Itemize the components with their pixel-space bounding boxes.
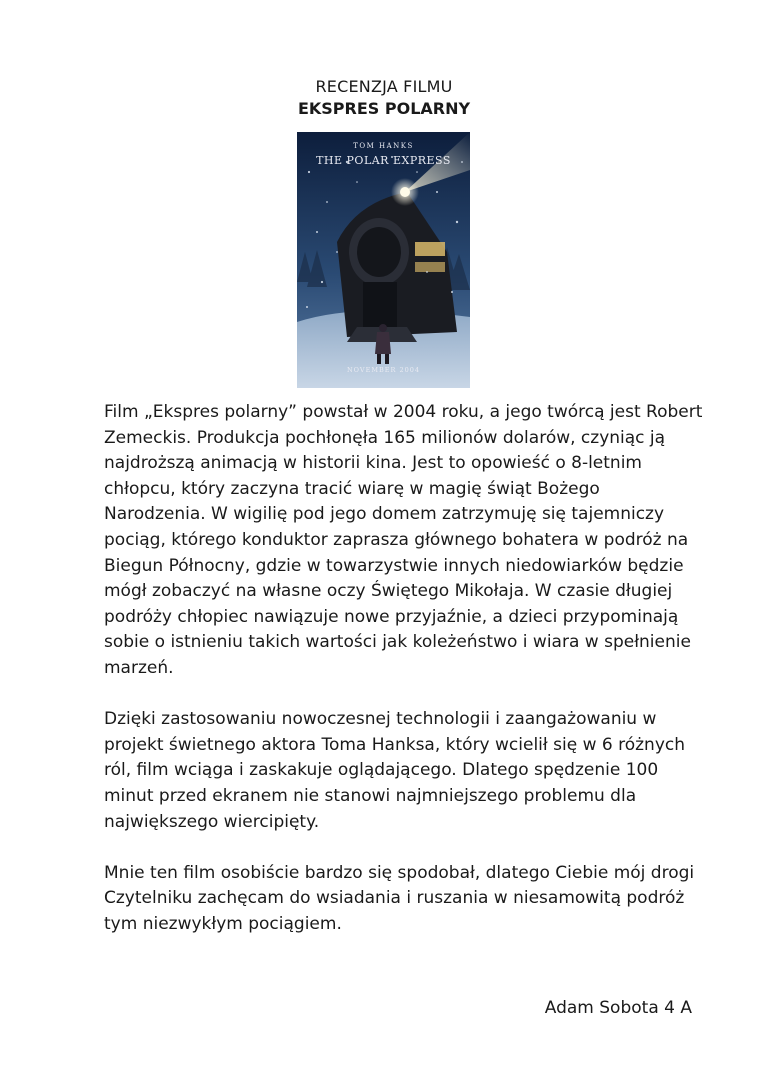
poster-illustration: [297, 132, 470, 388]
poster-release-date: NOVEMBER 2004: [346, 366, 421, 374]
movie-poster-image: [297, 132, 470, 388]
review-paragraph-2: Dzięki zastosowaniu nowoczesnej technologii i zaangażowaniu w projekt świetnego aktora Toma Hanksa, który wcielił się w 6 różnych ról, film wciąga i zaskakuje oglądającego. Dlatego spędzenie 100 minut przed ekranem nie stanowi najmniejszego problemu dla największego wiercipięty.: [104, 709, 686, 832]
review-paragraph-3: Mnie ten film osobiście bardzo się spodobał, dlatego Ciebie mój drogi Czytelniku zachęcam do wsiadania i ruszania w niesamowitą podróż tym niezwykłym pociągiem.: [104, 862, 695, 934]
review-body: [104, 400, 704, 963]
document-header: [0, 76, 768, 120]
poster-top-credit: TOM HANKS: [353, 142, 414, 150]
review-kicker: RECENZJA FILMU: [315, 77, 453, 96]
poster-film-title: THE POLAR EXPRESS: [316, 154, 451, 167]
review-title: EKSPRES POLARNY: [297, 99, 471, 118]
author-signature: Adam Sobota 4 A: [544, 998, 692, 1018]
review-paragraph-1: Film „Ekspres polarny” powstał w 2004 roku, a jego twórcą jest Robert Zemeckis. Produkcja pochłonęła 165 milionów dolarów, czyniąc ją najdroższą animacją w historii kina. Jest to opowieść o 8-letnim chłopcu, który zaczyna tracić wiarę w magię świąt Bożego Narodzenia. W wigilię pod jego domem zatrzymuję się tajemniczy pociąg, którego konduktor zaprasza głównego bohatera w podróż na Biegun Północny, gdzie w towarzystwie innych niedowiarków będzie mógł zobaczyć na własne oczy Świętego Mikołaja. W czasie długiej podróży chłopiec nawiązuje nowe przyjaźnie, a dzieci przypominają sobie o istnieniu takich wartości jak koleżeństwo i wiara w spełnienie marzeń.: [104, 402, 703, 678]
